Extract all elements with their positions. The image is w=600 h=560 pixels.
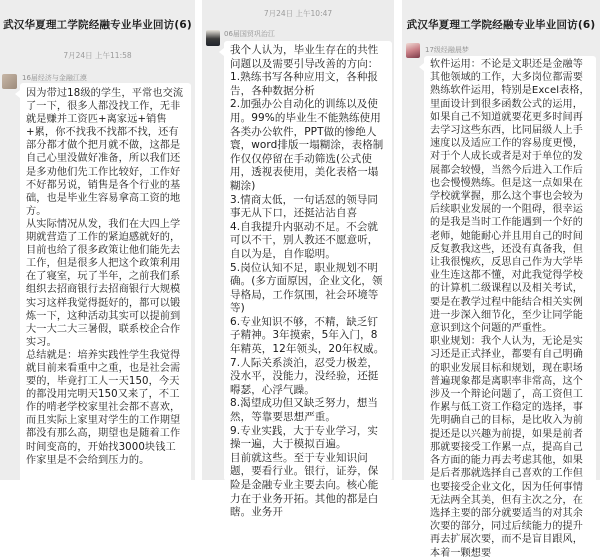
sender-avatar[interactable] — [406, 43, 420, 58]
message-bubble[interactable] — [424, 56, 596, 559]
chat-screenshot-middle — [202, 0, 394, 519]
chat-screenshot-right — [402, 0, 600, 559]
sender-name: 06届国贸巩治江 — [224, 30, 275, 38]
group-title: 武汉华夏理工学院经融专业毕业回访(6) — [406, 19, 596, 31]
chat-screenshot-left — [0, 0, 195, 480]
message-bubble[interactable] — [224, 41, 392, 519]
message-timestamp: 7月24日 上午11:58 — [63, 51, 132, 60]
message-timestamp: 7月24日 上午10:47 — [263, 9, 333, 18]
message-bubble[interactable] — [20, 83, 191, 485]
group-title: 武汉华夏理工学院经融专业毕业回访(6) — [3, 19, 192, 31]
message-text: 我个人认为，毕业生存在的共性问题以及需要引导改善的方向： 1.熟练书写各种应用文，各种报告，各种数据分析 2.加强办公自动化的训练以及使用。99%的毕业生不能熟练使用各类办公软件，PPT做的惨绝人寰，word排版一塌糊涂，表格制作仅仅停留在手动筛选(公式使用，透视表使用，美化表格一塌糊涂) 3.情商太低，一句话怼的领导同事无从下口，还挺沾沾自喜 4.自我提升内驱动不足。不会就可以不干，别人教还不愿意听，自以为是，自作聪明。 5.岗位认知不足，职业规划不明确。(多方面原因，企业文化，领导格局，工作氛围，社会环境等等) 6.专业知识不够，不精，缺乏钉子精神。3年摸索，5年入门，8年精英，12年领头，20年权威。 7.人际关系淡泊，忍受力极差，没水平，没能力，没经验，还挺嘚瑟，心浮气躁。 8.渴望成功但又缺乏努力，想当然，等靠要思想严重。 9.专业实践，大于专业学习，实操一遍，大于模拟百遍。 目前就这些。至于专业知识问题，要看行业。银行，证券，保险是金融专业主要去向。核心能力在于业务开拓。其他的都是白瞎。业务开 — [230, 44, 385, 519]
sender-avatar[interactable] — [2, 74, 17, 89]
message-text: 软件运用：不论是文职还是金融等其他领域的工作，大多岗位都需要熟练软件运用，特别是Excel表格，里面设计到很多函数公式的运用，如果自己不知道就要花更多时间再去学习这些东西，比同届级人上手速度以及适应工作的容易度更慢，对于个人成长或者是对于单位的发展都会较慢，当然今后进入工作后也会慢慢熟练。但是这一点如果在学校就掌握，那么这个事也会较为后续职业发展的一个阻碍，很幸运的是我是当时工作能遇到一个好的老师，她能耐心并且用自己的时间反复教我这些，还没有真备我，但让我很愧疚，反思自己作为大学毕业生连这都不懂，对此我觉得学校的计算机二级课程以及相关考试，要是在教学过程中能结合相关实例进一步深入细节化，至少让同学能意识到这个问题的严重性。 职业规划：我个人认为，无论是实习还是正式择业，都要有自己明确的职业发展目标和规划，现在职场普遍现象都是离职率非常高，这个涉及一个辩论问题了，高工资但工作累与低工资工作稳定的选择，事先明确自己的目标，是比收入为前提还是以兴趣为前提，如果是前者那就要接受工作累一点，提高自己各方面的能力再去考虑其他，如果是后者那就选择自己喜欢的工作但也要接受企业文化，因为任何事情无法两全其美，但有主次之分，在选择主要的部分就要适当的对其余次要的部分，同过后续能力的提升再去扩展次要，而不是盲目跟风，本着一颗想要 — [430, 59, 590, 559]
sender-name: 16届经济与金融江漠 — [22, 74, 87, 82]
sender-avatar[interactable] — [206, 30, 220, 46]
sender-name: 17级经融晨梦 — [425, 46, 469, 54]
message-text: 因为带过18级的学生，平常也交流了一下，很多人都没找工作，无非就是赚并工资匹+离家远+销售+累，你不找我不找都不找，还有部分都才做个把月就不做，这都是自己心里没做好准备，所以我们还是多劝他们先工作比较好，工作好不好都另说，销售是各个行业的基础，也是毕业生容易拿高工资的地方。 从实际情况从发，我们在大四上学期就营造了工作的紧迫感就好的，目前也给了很多政策让他们能先去工作，但是很多人把这个政策利用在了寝室，玩了半年，之前我们系组织去招商银行去招商银行大规模实习这样我觉得挺好的，都可以锻炼一下，这种活动其实可以提前到大一大二大三暑假，联系校企合作实习。 总结就是：培养实践性学生我觉得就目前来看重中之重，也是社会需要的，毕竟打工人一天150，今天的都没用完明天150又来了，不工作的啃老学校家里社会都不喜欢，而且实际上家里对学生的工作期望都没有那么高，期望也是随着工作时间变高的，开始找3000块钱工作家里是不会给到压力的。 — [26, 88, 184, 466]
